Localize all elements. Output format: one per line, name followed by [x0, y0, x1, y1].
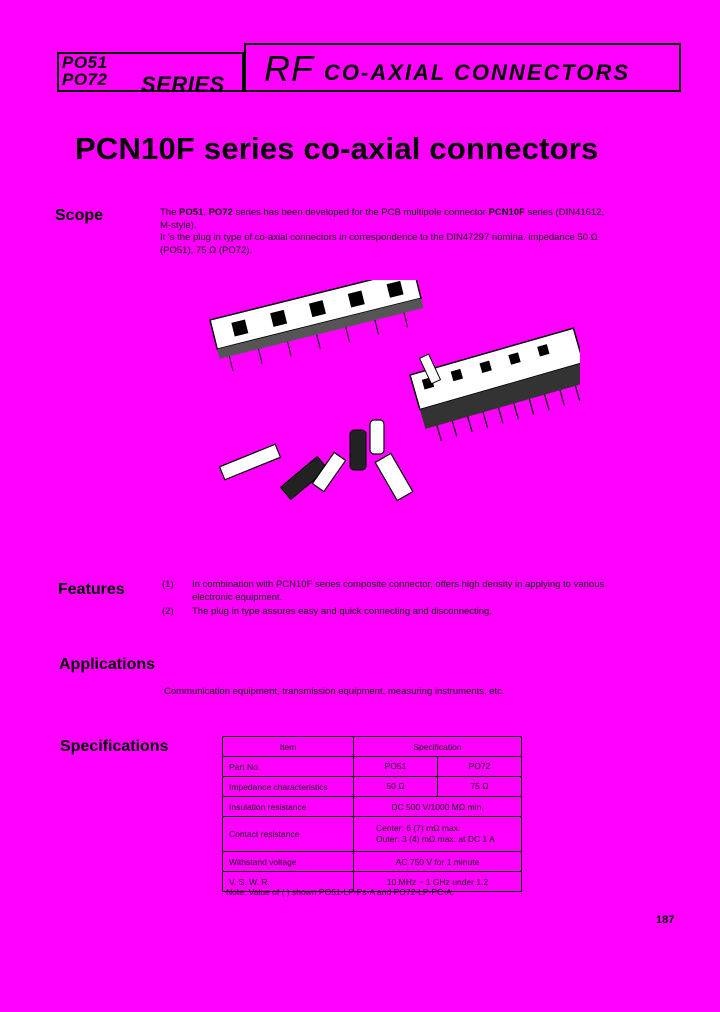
feature-item: (2) The plug in type assures easy and quick connecting and disconnecting.: [162, 606, 492, 617]
scope-line-2: M-style).: [160, 219, 197, 231]
series-word: SERIES: [141, 72, 225, 97]
table-row: V. S. W. R. 10 MHz ~ 1 GHz under 1.2: [223, 872, 522, 892]
specifications-note: Note: Value of ( ) shown PO51-LP-Ps-A and PO72-LP-PC-A.: [226, 887, 455, 897]
connector-header-left: [210, 280, 427, 373]
applications-text: Communication equipment, transmission equipment, measuring instruments, etc.: [164, 686, 505, 697]
page-number: 187: [656, 914, 675, 926]
specifications-table: [222, 736, 522, 892]
specifications-heading: Specifications: [60, 738, 169, 755]
series-code-po72: PO72: [62, 70, 108, 89]
scope-line-3: It 's the plug in type of co-axial connectors in correspondence to the DIN47297 nomina. impedance 50 Ω: [160, 232, 598, 243]
series-label-box: [57, 52, 244, 97]
applications-heading: Applications: [59, 656, 156, 673]
scope-line-4: (PO51), 75 Ω (PO72).: [160, 244, 253, 256]
header-title-box: [244, 43, 681, 92]
table-row: Contact resistance Center: 6 (7) mΩ max. Outer: 3 (4) mΩ max. at DC 1 A: [223, 817, 522, 852]
col-header-item: Item: [223, 737, 354, 757]
table-row: Insulation resistance DC 500 V/1000 MΩ min.: [223, 797, 522, 817]
coaxial-plugs: [220, 354, 441, 500]
connector-product-photo: [200, 280, 580, 510]
scope-text: [160, 207, 685, 257]
table-row: Withstand voltage AC 750 V for 1 minute: [223, 852, 522, 872]
connector-header-right: [410, 328, 580, 444]
page-title: PCN10F series co-axial connectors: [75, 131, 599, 166]
header-rf: RF: [264, 48, 314, 89]
scope-line-1: The PO51, PO72 series has been developed for the PCB multipole connector PCN10F series (DIN41612,: [160, 207, 605, 218]
features-list: [162, 579, 687, 619]
header-title: CO-AXIAL CONNECTORS: [324, 60, 631, 85]
table-header-row: [223, 737, 522, 757]
table-row: Part No. PO51 PO72: [223, 757, 522, 777]
feature-item: (1) In combination with PCN10F series composite connector, offers high density in applying to various electronic equipment.: [162, 579, 605, 603]
table-row: Impedance characteristics 50 Ω 75 Ω: [223, 777, 522, 797]
series-code-po51: PO51: [62, 53, 108, 72]
features-heading: Features: [58, 581, 125, 598]
col-header-spec: Specification: [354, 737, 522, 757]
scope-heading: Scope: [55, 207, 104, 224]
